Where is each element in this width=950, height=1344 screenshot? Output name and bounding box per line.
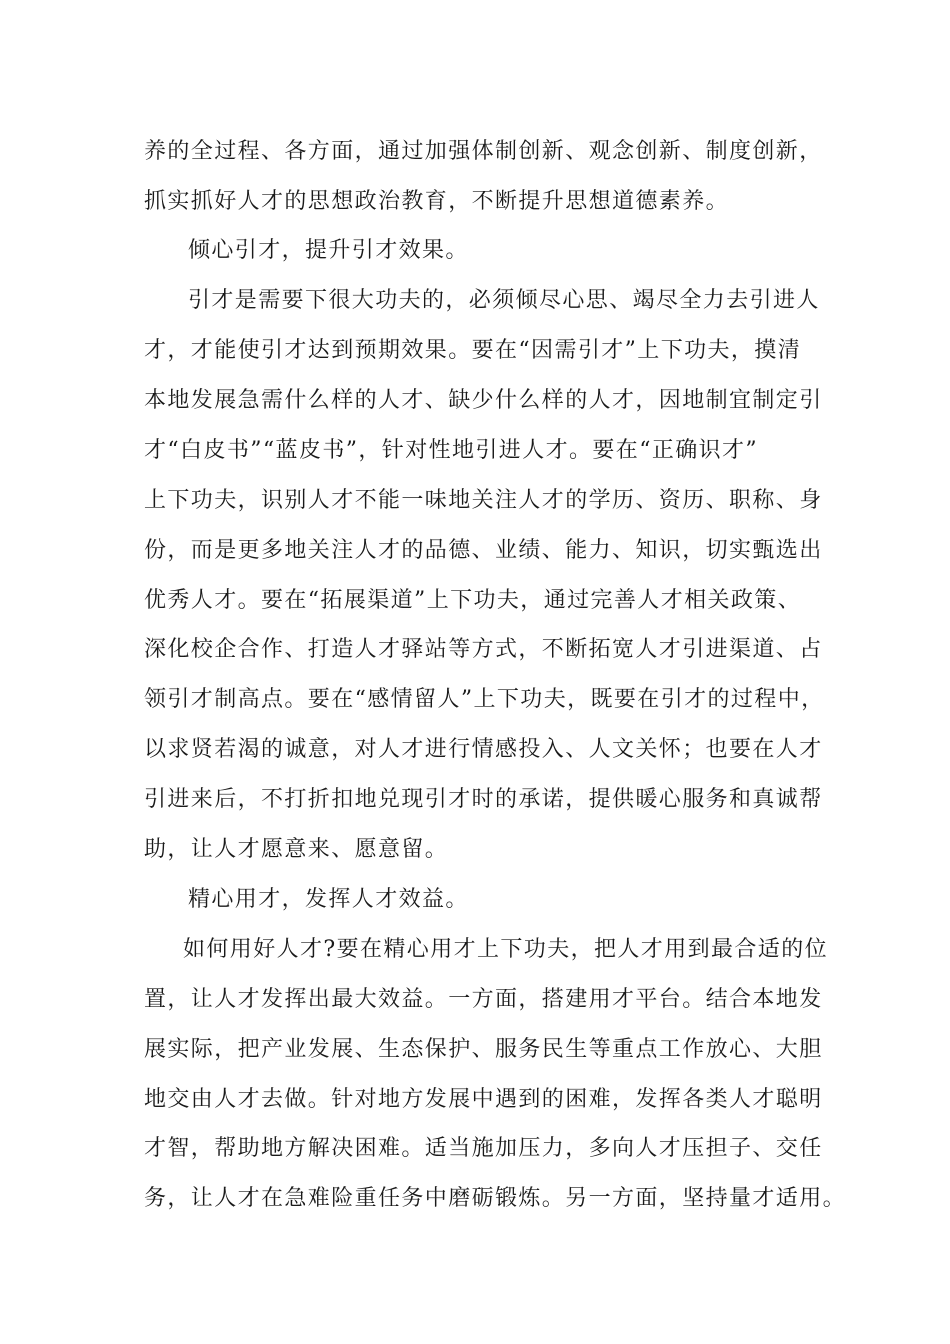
text-line: 深化校企合作、打造人才驿站等方式，不断拓宽人才引进渠道、占 bbox=[144, 637, 823, 662]
text-line: 养的全过程、各方面，通过加强体制创新、观念创新、制度创新， bbox=[144, 139, 823, 164]
text-line: 地交由人才去做。针对地方发展中遇到的困难，发挥各类人才聪明 bbox=[144, 1087, 823, 1112]
section-heading: 倾心引才，提升引才效果。 bbox=[188, 238, 469, 263]
text-line: 份，而是更多地关注人才的品德、业绩、能力、知识，切实甄选出 bbox=[144, 538, 823, 563]
text-line: 领引才制高点。要在“感情留人”上下功夫，既要在引才的过程中， bbox=[144, 687, 825, 712]
text-line: 才，才能使引才达到预期效果。要在“因需引才”上下功夫，摸清 bbox=[144, 338, 802, 363]
text-line: 引进来后，不打折扣地兑现引才时的承诺，提供暖心服务和真诚帮 bbox=[144, 787, 823, 812]
text-line: 才智，帮助地方解决困难。适当施加压力，多向人才压担子、交任 bbox=[144, 1136, 823, 1161]
section-heading: 精心用才，发挥人才效益。 bbox=[188, 887, 469, 912]
text-line: 优秀人才。要在“拓展渠道”上下功夫，通过完善人才相关政策、 bbox=[144, 588, 802, 613]
text-line: 上下功夫，识别人才不能一味地关注人才的学历、资历、职称、身 bbox=[144, 488, 823, 513]
text-line: 务，让人才在急难险重任务中磨砺锻炼。另一方面，坚持量才适用。 bbox=[144, 1186, 847, 1211]
text-line: 如何用好人才?要在精心用才上下功夫，把人才用到最合适的位 bbox=[183, 937, 828, 962]
text-line: 引才是需要下很大功夫的，必须倾尽心思、竭尽全力去引进人 bbox=[188, 288, 820, 313]
text-line: 才“白皮书”“蓝皮书”，针对性地引进人才。要在“正确识才” bbox=[144, 438, 759, 463]
text-line: 抓实抓好人才的思想政治教育，不断提升思想道德素养。 bbox=[144, 189, 730, 214]
text-line: 以求贤若渴的诚意，对人才进行情感投入、人文关怀；也要在人才 bbox=[144, 737, 823, 762]
text-line: 助，让人才愿意来、愿意留。 bbox=[144, 837, 449, 862]
text-line: 置，让人才发挥出最大效益。一方面，搭建用才平台。结合本地发 bbox=[144, 987, 823, 1012]
text-line: 本地发展急需什么样的人才、缺少什么样的人才，因地制宜制定引 bbox=[144, 388, 823, 413]
text-line: 展实际，把产业发展、生态保护、服务民生等重点工作放心、大胆 bbox=[144, 1037, 823, 1062]
